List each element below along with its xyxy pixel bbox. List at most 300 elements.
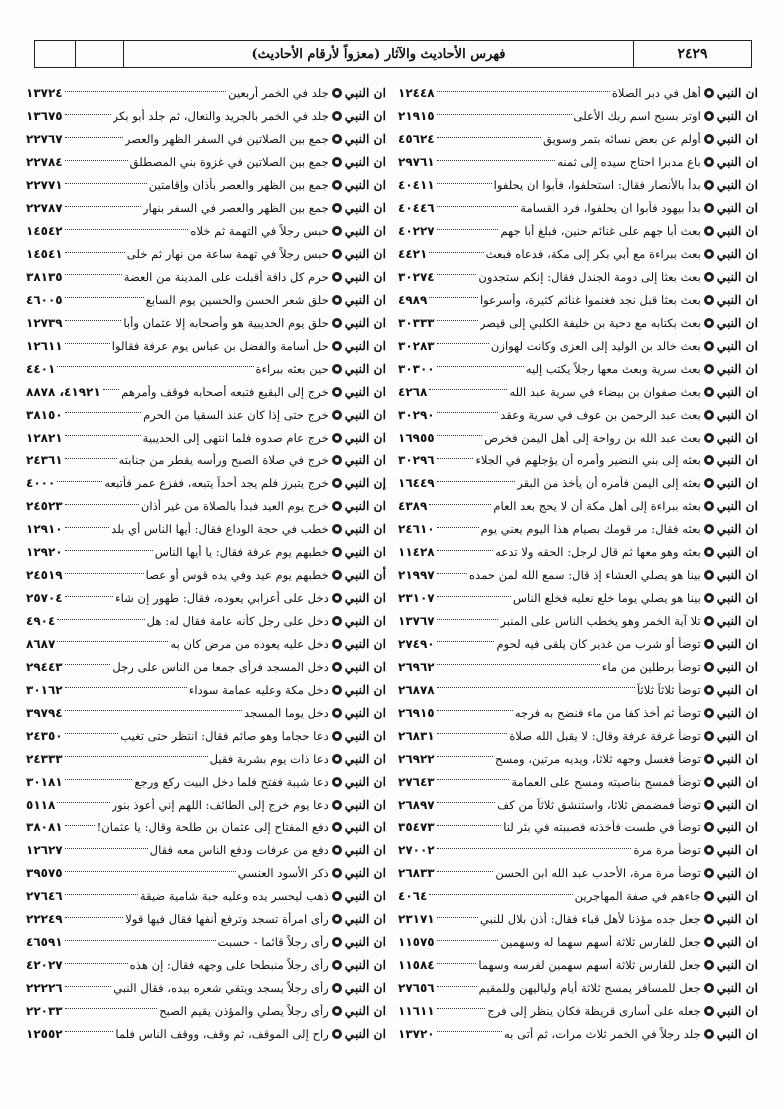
entry-text: دعا شيبة ففتح فلما دخل البيت ركع ورجع — [134, 774, 329, 789]
honorific-seal-icon — [704, 708, 714, 718]
entry-number: ١٣٦٧٥ — [26, 109, 63, 124]
entry-prefix: ان النبي — [716, 843, 758, 858]
honorific-seal-icon — [704, 822, 714, 832]
index-entry — [398, 678, 758, 701]
entry-number: ٤٤٠١ — [26, 361, 56, 376]
dot-leader — [437, 779, 510, 780]
entry-text: توضأ في طست فأخذته فصببته في بئر لنا — [503, 820, 701, 835]
honorific-seal-icon — [704, 570, 714, 580]
index-entry — [26, 174, 386, 197]
entry-text: بعثه ببراءة إلى أهل مكة أن لا يحج بعد العام — [493, 499, 701, 514]
entry-text: خرج يوم العيد فبدأ بالصلاة من غير أذان — [140, 499, 329, 514]
honorific-seal-icon — [704, 295, 714, 305]
dot-leader — [65, 871, 236, 872]
entry-text: خطب في حجة الوداع فقال: أيها الناس أي بلد — [111, 522, 329, 537]
index-entry — [26, 403, 386, 426]
honorific-seal-icon — [332, 134, 342, 144]
entry-number: ٣٠٢٩٠ — [398, 407, 435, 422]
dot-leader — [437, 986, 477, 987]
honorific-seal-icon — [704, 983, 714, 993]
entry-text: جاءهم في صفة المهاجرين — [574, 889, 701, 904]
entry-text: بعث بعثا إلى دومة الجندل فقال: إنكم ستجدون — [478, 269, 701, 284]
entry-text: ذكر الأسود العنسي — [237, 866, 329, 881]
entry-prefix: ان النبي — [716, 935, 758, 950]
entry-number: ٣٠٢٧٤ — [398, 269, 435, 284]
entry-prefix: ان النبي — [344, 981, 386, 996]
dot-leader — [65, 412, 141, 413]
entry-prefix: ان النبي — [344, 545, 386, 560]
entry-text: دخل عليه يعوده من مرض كان به — [170, 636, 329, 651]
entry-number: ٢٧٦٤٣ — [398, 774, 435, 789]
entry-text: حلق يوم الحديبية هو وأصحابه إلا عثمان وأبا — [123, 315, 329, 330]
honorific-seal-icon — [704, 1029, 714, 1039]
entry-number: ٢٢٢٢٦ — [26, 981, 63, 996]
dot-leader — [65, 320, 122, 321]
dot-leader — [57, 366, 253, 367]
entry-prefix: ان النبي — [716, 636, 758, 651]
entry-prefix: ان النبي — [344, 384, 386, 399]
entry-text: جلد رجلاً في الخمر ثلاث مرات، ثم أتى به — [503, 1026, 701, 1041]
entry-text: بعثه إلى اليمن فأمره أن يأخذ من البقر — [517, 476, 701, 491]
honorific-seal-icon — [704, 364, 714, 374]
entry-number: ٢٣١٧١ — [398, 912, 435, 927]
entry-text: دعا حجاما وهو صائم فقال: انتظر حتى تغيب — [120, 728, 329, 743]
entry-text: جعل للفارس ثلاثة أسهم سهما له وسهمين — [500, 935, 701, 950]
entry-number: ٢٦٨٣٣ — [398, 866, 435, 881]
honorific-seal-icon — [332, 960, 342, 970]
entry-text: بعثه فقال: مر قومك بصيام هذا اليوم يعني يوم — [480, 522, 701, 537]
entry-prefix: ان النبي — [344, 820, 386, 835]
entry-prefix: ان النبي — [344, 178, 386, 193]
dot-leader — [437, 1031, 502, 1032]
entry-number: ٣٠١٨١ — [26, 774, 63, 789]
honorific-seal-icon — [332, 570, 342, 580]
honorific-seal-icon — [332, 914, 342, 924]
honorific-seal-icon — [332, 685, 342, 695]
entry-prefix: ان النبي — [716, 774, 758, 789]
dot-leader — [437, 963, 477, 964]
dot-leader — [65, 274, 122, 275]
dot-leader — [437, 664, 600, 665]
entry-text: توضأ فمسح بناصيته ومسح على العمامة — [511, 774, 701, 789]
dot-leader — [437, 756, 493, 757]
entry-number: ٢١٩٩٧ — [398, 568, 435, 583]
entry-text: أولم عن بعض نسائه بتمر وسويق — [542, 132, 701, 147]
entry-text: خرج عام صدوه فلما انتهى إلى الحديبية — [142, 430, 329, 445]
entry-number: ٤٠٢٢٧ — [398, 224, 435, 239]
dot-leader — [65, 114, 111, 115]
entry-prefix: ان النبي — [344, 636, 386, 651]
entry-number: ٢٤٥١٩ — [26, 568, 63, 583]
index-entry — [26, 747, 386, 770]
dot-leader — [65, 183, 147, 184]
entry-number: ٤٢٦٨ — [398, 384, 428, 399]
honorific-seal-icon — [332, 88, 342, 98]
entry-text: جمع بين الصلاتين في السفر الظهر والعصر — [124, 132, 329, 147]
entry-prefix: ان النبي — [344, 315, 386, 330]
index-entry — [26, 243, 386, 266]
dot-leader — [65, 458, 117, 459]
dot-leader — [65, 825, 95, 826]
entry-prefix: ان النبي — [344, 797, 386, 812]
index-entry — [26, 518, 386, 541]
honorific-seal-icon — [332, 547, 342, 557]
entry-prefix: ان النبي — [344, 682, 386, 697]
dot-leader — [65, 664, 111, 665]
honorific-seal-icon — [332, 845, 342, 855]
honorific-seal-icon — [332, 1006, 342, 1016]
honorific-seal-icon — [704, 478, 714, 488]
entry-text: دخل يوما المسجد — [243, 705, 329, 720]
honorific-seal-icon — [704, 387, 714, 397]
honorific-seal-icon — [704, 662, 714, 672]
dot-leader — [437, 641, 495, 642]
index-entry — [398, 311, 758, 334]
entry-prefix: ان النبي — [716, 269, 758, 284]
index-entry — [398, 128, 758, 151]
entry-prefix: ان النبي — [716, 453, 758, 468]
index-entry — [398, 931, 758, 954]
entry-number: ٢٣١٠٧ — [398, 591, 435, 606]
index-entry — [398, 908, 758, 931]
index-entry — [26, 816, 386, 839]
entry-text: دعا يوم خرج إلى الطائف: اللهم إني أعوذ بنور — [111, 797, 329, 812]
entry-prefix: ان النبي — [344, 958, 386, 973]
honorific-seal-icon — [332, 777, 342, 787]
index-entry — [398, 449, 758, 472]
entry-number: ٢٦٩٢٢ — [398, 751, 435, 766]
entry-prefix: ان النبي — [716, 224, 758, 239]
index-entry — [26, 793, 386, 816]
index-entry — [26, 105, 386, 128]
entry-number: ٢٥٧٠٤ — [26, 591, 63, 606]
honorific-seal-icon — [704, 433, 714, 443]
entry-number: ٣٠١٦٢ — [26, 682, 63, 697]
entry-number: ١٢٩٢٠ — [26, 545, 63, 560]
index-entry — [26, 472, 386, 495]
entry-prefix: ان النبي — [344, 86, 386, 101]
honorific-seal-icon — [704, 410, 714, 420]
index-entry — [26, 678, 386, 701]
index-entry — [398, 655, 758, 678]
entry-number: ١٦٩٥٥ — [398, 430, 435, 445]
entry-prefix: ان النبي — [344, 453, 386, 468]
entry-prefix: ان النبي — [344, 774, 386, 789]
entry-text: خرج حتى إذا كان عند السقيا من الحرم — [143, 407, 329, 422]
index-entry — [26, 954, 386, 977]
entry-number: ٤٦٠٠٥ — [26, 292, 63, 307]
entry-prefix: ان النبي — [716, 591, 758, 606]
dot-leader — [65, 550, 153, 551]
page-header — [34, 40, 752, 68]
dot-leader — [437, 573, 467, 574]
index-columns — [26, 82, 758, 1094]
entry-prefix: ان النبي — [716, 545, 758, 560]
dot-leader — [437, 412, 499, 413]
entry-prefix: أن النبي — [344, 568, 386, 583]
header-blank-cell — [35, 41, 75, 67]
index-entry — [26, 931, 386, 954]
entry-prefix: ان النبي — [344, 361, 386, 376]
index-entry — [398, 151, 758, 174]
entry-text: رأى رجلاً قائما - حسبت — [217, 935, 329, 950]
honorific-seal-icon — [704, 777, 714, 787]
entry-number: ٢٤٣٣٣ — [26, 751, 63, 766]
honorific-seal-icon — [332, 616, 342, 626]
entry-number: ٣٠٣٠٠ — [398, 361, 435, 376]
dot-leader — [437, 481, 516, 482]
entry-text: حين بعثه ببراءة — [255, 361, 329, 376]
entry-number: ٢٦٨٣١ — [398, 728, 435, 743]
entry-prefix: ان النبي — [716, 1026, 758, 1041]
entry-number: ٢٢٠٣٣ — [26, 1003, 63, 1018]
dot-leader — [437, 343, 489, 344]
entry-number: ٢٢٢٤٩ — [26, 912, 63, 927]
entry-number: ١٢٦٢٧ — [26, 843, 63, 858]
honorific-seal-icon — [704, 524, 714, 534]
dot-leader — [57, 641, 168, 642]
entry-text: ذهب ليحسر يده وعليه جبة شامية ضيقة — [139, 889, 329, 904]
entry-text: توضأ فغسل وجهه ثلاثا، ويديه مرتين، ومسح — [494, 751, 701, 766]
dot-leader — [437, 917, 478, 918]
dot-leader — [437, 1008, 486, 1009]
index-entry — [398, 357, 758, 380]
honorific-seal-icon — [332, 868, 342, 878]
entry-prefix: ان النبي — [716, 682, 758, 697]
entry-prefix: ان النبي — [716, 866, 758, 881]
entry-text: بعثه إلى بني النضير وأمره أن يؤجلهم في الجلاء — [475, 453, 701, 468]
entry-prefix: ان النبي — [344, 224, 386, 239]
dot-leader — [65, 297, 144, 298]
entry-text: دعا ذات يوم بشربة فقيل — [209, 751, 329, 766]
entry-number: ٣٩٧٩٤ — [26, 705, 63, 720]
honorific-seal-icon — [332, 203, 342, 213]
entry-prefix: ان النبي — [344, 728, 386, 743]
entry-number: ١٢٤٤٨ — [398, 86, 435, 101]
entry-text: بدأ بيهود فأبوا ان يحلفوا، فرد القسامة — [520, 201, 701, 216]
index-entry — [398, 747, 758, 770]
entry-prefix: ان النبي — [716, 338, 758, 353]
entry-prefix: إن النبي — [344, 476, 386, 491]
index-entry — [398, 105, 758, 128]
index-entry — [26, 885, 386, 908]
honorific-seal-icon — [332, 731, 342, 741]
index-entry — [26, 82, 386, 105]
honorific-seal-icon — [704, 249, 714, 259]
honorific-seal-icon — [332, 983, 342, 993]
honorific-seal-icon — [332, 754, 342, 764]
entry-text: حلق شعر الحسن والحسين يوم السابع — [145, 292, 329, 307]
index-entry — [26, 426, 386, 449]
entry-prefix: ان النبي — [716, 499, 758, 514]
index-entry — [26, 334, 386, 357]
dot-leader — [437, 733, 508, 734]
honorific-seal-icon — [704, 547, 714, 557]
entry-prefix: ان النبي — [716, 201, 758, 216]
index-entry — [398, 472, 758, 495]
entry-prefix: ان النبي — [716, 820, 758, 835]
entry-prefix: ان النبي — [344, 866, 386, 881]
entry-text: اوتر بسبح اسم ربك الأعلى — [573, 109, 701, 124]
index-entry — [26, 564, 386, 587]
entry-text: جعل جده مؤذنا لأهل قباء فقال: أذن بلال للنبي — [480, 912, 701, 927]
dot-leader — [57, 481, 102, 482]
honorific-seal-icon — [332, 478, 342, 488]
index-entry — [398, 220, 758, 243]
entry-text: بدأ بالأنصار فقال: استحلفوا، فأبوا ان يحلفوا — [493, 178, 701, 193]
entry-text: بعث عبد الرحمن بن عوف في سرية وعقد — [500, 407, 701, 422]
dot-leader — [65, 756, 208, 757]
entry-prefix: ان النبي — [344, 201, 386, 216]
index-entry — [398, 495, 758, 518]
honorific-seal-icon — [332, 249, 342, 259]
index-entry — [26, 633, 386, 656]
entry-number: ٤٠٤١١ — [398, 178, 435, 193]
entry-text: جعل للمسافر يمسح ثلاثة أيام ولياليهن وللمقيم — [478, 981, 701, 996]
entry-prefix: ان النبي — [344, 109, 386, 124]
entry-prefix: ان النبي — [344, 751, 386, 766]
index-entry — [26, 1000, 386, 1023]
index-entry — [398, 587, 758, 610]
entry-prefix: ان النبي — [716, 614, 758, 629]
honorific-seal-icon — [704, 111, 714, 121]
honorific-seal-icon — [704, 134, 714, 144]
honorific-seal-icon — [704, 845, 714, 855]
index-entry — [26, 587, 386, 610]
dot-leader — [437, 871, 494, 872]
index-entry — [398, 816, 758, 839]
entry-prefix: ان النبي — [716, 981, 758, 996]
entry-number: ٣٨١٣٥ — [26, 269, 63, 284]
entry-prefix: ان النبي — [716, 476, 758, 491]
entry-number: ٢٤٣٦١ — [26, 453, 63, 468]
dot-leader — [437, 229, 499, 230]
dot-leader — [65, 986, 112, 987]
index-entry — [26, 770, 386, 793]
entry-number: ٢٤٥٢٣ — [26, 499, 63, 514]
honorific-seal-icon — [332, 455, 342, 465]
entry-number: ٤١٩٢١، ٨٨٧٨ — [26, 384, 101, 399]
dot-leader — [103, 389, 120, 390]
index-entry — [26, 266, 386, 289]
entry-text: رأى رجلاً يسجد ويتقي شعره بيده، فقال النبي — [113, 981, 329, 996]
honorific-seal-icon — [704, 226, 714, 236]
dot-leader — [437, 91, 610, 92]
index-entry — [26, 449, 386, 472]
page-number: ٢٤٢٩ — [633, 41, 751, 67]
entry-text: خطبهم يوم عرفة فقال: يا أيها الناس — [154, 545, 329, 560]
entry-prefix: ان النبي — [716, 361, 758, 376]
index-entry — [398, 243, 758, 266]
entry-number: ٢٦٨٧٨ — [398, 682, 435, 697]
honorific-seal-icon — [332, 433, 342, 443]
entry-prefix: ان النبي — [716, 178, 758, 193]
dot-leader — [437, 710, 513, 711]
entry-prefix: ان النبي — [716, 751, 758, 766]
index-entry — [26, 495, 386, 518]
entry-text: أهل في دبر الصلاة — [611, 86, 701, 101]
entry-prefix: ان النبي — [344, 614, 386, 629]
entry-number: ٤٥٦٢٤ — [398, 132, 435, 147]
entry-text: جمع بين الصلاتين في غزوة بني المصطلق — [129, 155, 329, 170]
dot-leader — [65, 940, 216, 941]
entry-text: جلد في الخمر أربعين — [228, 86, 329, 101]
honorific-seal-icon — [704, 685, 714, 695]
entry-prefix: ان النبي — [344, 430, 386, 445]
entry-prefix: ان النبي — [344, 659, 386, 674]
entry-number: ١١٤٢٨ — [398, 545, 435, 560]
honorific-seal-icon — [704, 639, 714, 649]
entry-text: رأى رجلاً منبطحا على وجهه فقال: إن هذه — [129, 958, 329, 973]
dot-leader — [65, 710, 242, 711]
entry-number: ١٢٦١١ — [26, 338, 63, 353]
dot-leader — [57, 802, 109, 803]
index-entry — [398, 426, 758, 449]
index-entry — [398, 334, 758, 357]
entry-number: ٤٩٠٤ — [26, 614, 56, 629]
dot-leader — [65, 527, 110, 528]
entry-number: ٢٢٧٧١ — [26, 178, 63, 193]
entry-number: ١٤٥٤٢ — [26, 224, 63, 239]
honorific-seal-icon — [704, 203, 714, 213]
entry-text: حبس رجلاً في التهمة ثم خلاه — [190, 224, 329, 239]
entry-text: دخل على رجل كأنه عامة فقال له: هل — [146, 614, 329, 629]
entry-number: ٢٤٦١٠ — [398, 522, 435, 537]
index-entry — [26, 357, 386, 380]
index-entry — [26, 839, 386, 862]
honorific-seal-icon — [704, 272, 714, 282]
honorific-seal-icon — [332, 708, 342, 718]
index-entry — [26, 151, 386, 174]
index-entry — [398, 174, 758, 197]
entry-prefix: ان النبي — [716, 315, 758, 330]
entry-prefix: ان النبي — [716, 659, 758, 674]
entry-number: ١٣٧٢٤ — [26, 86, 63, 101]
honorific-seal-icon — [332, 891, 342, 901]
entry-text: دخل مكة وعليه عمامة سوداء — [188, 682, 329, 697]
index-entry — [26, 610, 386, 633]
entry-prefix: ان النبي — [716, 384, 758, 399]
entry-text: دخل المسجد فرأى جمعا من الناس على رجل — [112, 659, 329, 674]
entry-text: باع مدبرا احتاج سيده إلى ثمنه — [557, 155, 701, 170]
entry-text: توضأ مرة مرة — [633, 843, 701, 858]
honorific-seal-icon — [332, 410, 342, 420]
index-column-left — [26, 82, 386, 1094]
honorific-seal-icon — [332, 822, 342, 832]
entry-number: ٢١٩١٥ — [398, 109, 435, 124]
entry-text: بعث خالد بن الوليد إلى العزى وكانت لهوازن — [490, 338, 701, 353]
dot-leader — [65, 596, 114, 597]
dot-leader — [57, 619, 144, 620]
entry-text: بعث بكتابه مع دحية بن خليفة الكلبي إلى قيصر — [479, 315, 701, 330]
entry-number: ٤٣٨٩ — [398, 499, 428, 514]
index-entry — [398, 610, 758, 633]
index-entry — [398, 380, 758, 403]
dot-leader — [65, 963, 128, 964]
entry-text: بينا هو يصلي يوما خلع نعليه فخلع الناس — [512, 591, 701, 606]
entry-text: بعث بعثا قبل نجد فغنموا غنائم كثيرة، وأسرعوا — [479, 292, 701, 307]
dot-leader — [437, 435, 483, 436]
entry-prefix: ان النبي — [716, 247, 758, 262]
index-entry — [398, 701, 758, 724]
honorific-seal-icon — [332, 800, 342, 810]
dot-leader — [437, 206, 519, 207]
entry-prefix: ان النبي — [716, 132, 758, 147]
honorific-seal-icon — [332, 157, 342, 167]
entry-text: خطبهم يوم عيد وفي يده قوس أو عصا — [145, 568, 329, 583]
index-entry — [398, 793, 758, 816]
entry-number: ٢٦٩١٥ — [398, 705, 435, 720]
